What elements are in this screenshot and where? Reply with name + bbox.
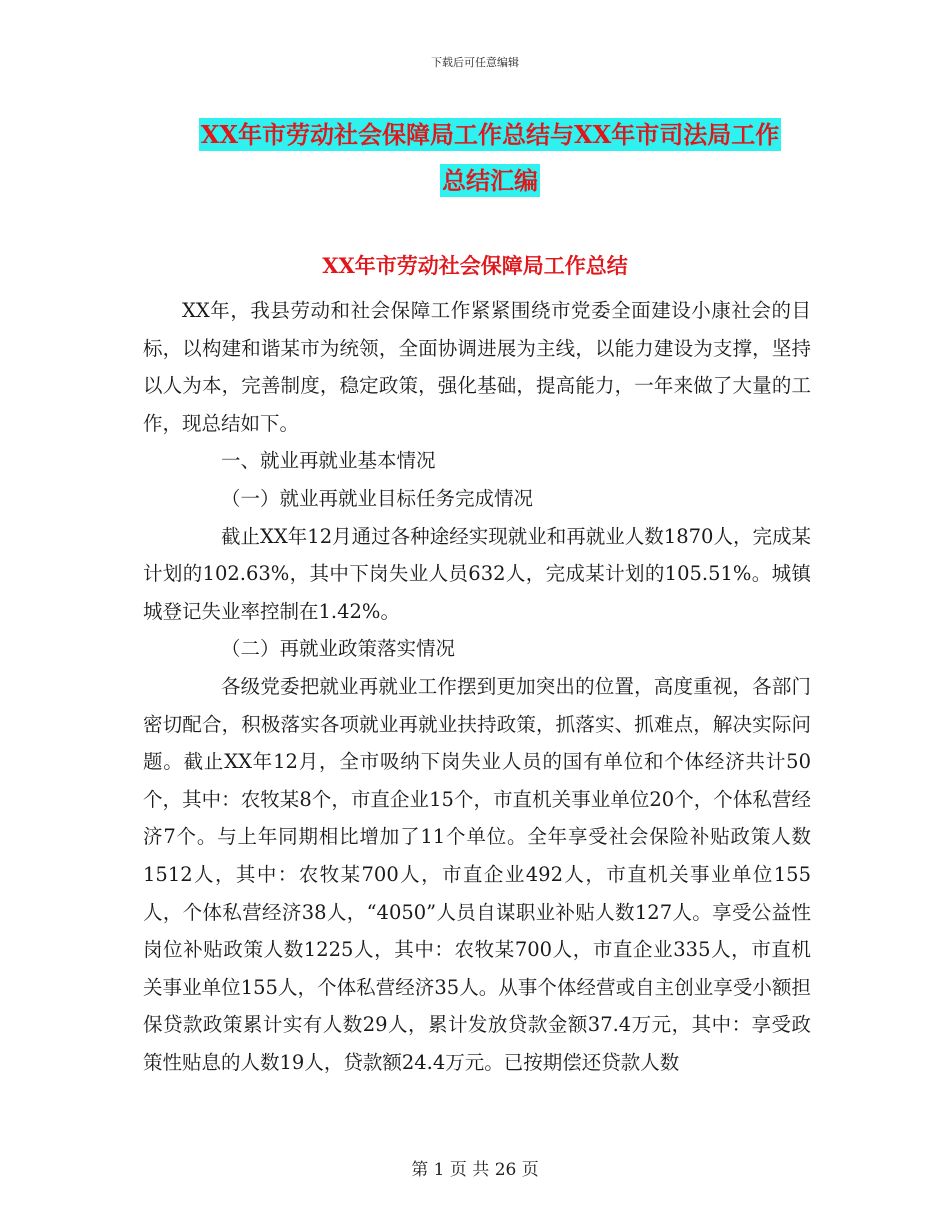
- section-title: XX年市劳动社会保障局工作总结: [322, 253, 628, 278]
- paragraph-1: 截止XX年12月通过各种途经实现就业和再就业人数1870人，完成某计划的102.63%，其中下岗失业人员632人，完成某计划的105.51%。城镇城登记失业率控制在1.42%。: [143, 524, 811, 623]
- page-header: 下载后可任意编辑: [431, 56, 519, 69]
- heading-1: 一、就业再就业基本情况: [221, 449, 436, 473]
- paragraph-2: 各级党委把就业再就业工作摆到更加突出的位置，高度重视，各部门密切配合，积极落实各项就业再就业扶持政策，抓落实、抓难点，解决实际问题。截止XX年12月，全市吸纳下岗失业人员的国有单位和个体经济共计50个，其中：农牧某8个，市直企业15个，市直机关事业单位20个，个体私营经济7个。与上年同期相比增加了11个单位。全年享受社会保险补贴政策人数1512人，其中：农牧某700人，市直企业492人，市直机关事业单位155人，个体私营经济38人，“4050”人员自谋职业补贴人数127人。享受公益性岗位补贴政策人数1225人，其中：农牧某700人，市直企业335人，市直机关事业单位155人，个体私营经济35人。从事个体经营或自主创业享受小额担保贷款政策累计实有人数29人，累计发放贷款金额37.4万元，其中：享受政策性贴息的人数19人，贷款额24.4万元。已按期偿还贷款人数: [143, 674, 811, 1074]
- title-line-1: XX年市劳动社会保障局工作总结与XX年市司法局工作: [200, 120, 780, 149]
- document-title: [160, 112, 820, 204]
- subheading-2: （二）再就业政策落实情况: [221, 637, 456, 661]
- page-footer: 第 1 页 共 26 页: [411, 1160, 539, 1180]
- intro-paragraph: XX年，我县劳动和社会保障工作紧紧围绕市党委全面建设小康社会的目标，以构建和谐某市为统领，全面协调进展为主线，以能力建设为支撑，坚持以人为本，完善制度，稳定政策，强化基础，提高能力，一年来做了大量的工作，现总结如下。: [143, 299, 811, 435]
- document-body: [143, 292, 811, 1081]
- title-line-2: 总结汇编: [442, 166, 538, 195]
- subheading-1: （一）就业再就业目标任务完成情况: [221, 486, 534, 510]
